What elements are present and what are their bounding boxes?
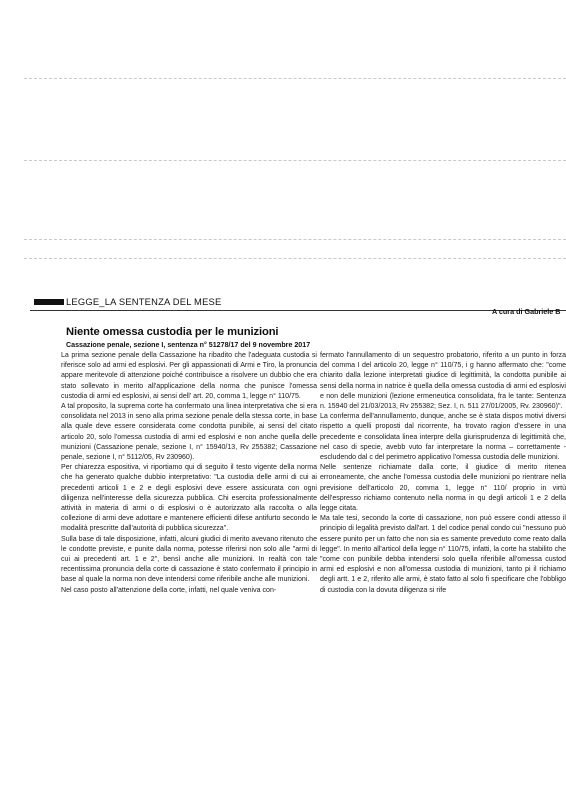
article-column-right — [320, 351, 566, 596]
section-header — [30, 296, 566, 311]
scan-dashed-line — [24, 78, 566, 79]
section-title: LEGGE_LA SENTENZA DEL MESE — [66, 296, 222, 307]
paragraph: Ma tale tesi, secondo la corte di cassazione, non può essere condi attesso il principio di legalità previsto dall'art. 1 del codice penal condo cui "nessuno può essere punito per un fatto che non sia es samente preveduto come reato dalla legge". In merito all'articol della legge n° 110/75, infatti, la corte ha stabilito che "come con punibile debba intendersi solo quella riferibile all'omessa custod armi ed esplosivi e non all'omessa custodia di munizioni, tanto pi il richiamo degli artt. 1 e 2, riferito alle armi, è stato fatto al solo fi specificare che l'obbligo di custodia con la dovuta diligenza si rife — [320, 515, 566, 594]
paragraph: La conferma dell'annullamento, dunque, anche se è stata dispos motivi diversi rispetto a quelli proposti dal ricorrente, ha trovato ragion d'essere in una precedente e consolidata linea interpre della giurisprudenza di legittimità che, nel caso di specie, avebb vuto far interpretare la norma – correttamente - escludendo dal c del perimetro applicativo l'omessa custodia delle munizioni. — [320, 413, 566, 462]
paragraph: fermato l'annullamento di un sequestro probatorio, riferito a un punto in forza del comma I del articolo 20, legge n° 110/75, i g hanno affermato che: "come chiarito dalla lezione interpretati giudice di legittimità, la condotta punibile ai sensi della norma in natrice è quella della omessa custodia di armi ed esplosivi e non delle munizioni (lezione ermeneutica consolidata, fra le tante: Sentenza n. 15940 del 21/03/2013, Rv 255382; Sez. I, n. 511 27/01/2005, Rv. 230960)". — [320, 352, 566, 411]
paragraph: Per chiarezza espositiva, vi riportiamo qui di seguito il testo vigente della norma che ha generato qualche dubbio interpretativo: "La custodia delle armi di cui ai precedenti articoli 1 e 2 e degli esplosivi deve essere assicurata con ogni diligenza nell'interesse della sicurezza pubblica. Chi esercita professionalmente attività in materia di armi o di esplosivi o è autorizzato alla raccolta o alla collezione di armi deve adottare e mantenere efficienti difese antifurto secondo le modalità prescritte dall'autorità di pubblica sicurezza". — [61, 464, 317, 533]
scan-dashed-line — [24, 239, 566, 240]
curator-byline: A cura di Gabriele B — [492, 307, 561, 316]
article-subtitle: Cassazione penale, sezione I, sentenza n° 51278/17 del 9 novembre 2017 — [66, 341, 311, 349]
article-column-left — [61, 351, 317, 596]
article-title: Niente omessa custodia per le munizioni — [66, 326, 279, 338]
paragraph: Nelle sentenze richiamate dalla corte, il giudice di merito ritenea erroneamente, che anche l'omessa custodia delle munizioni po rientrare nella previsione dell'articolo 20, comma 1, legge n° 110/ proprio in virtù dell'espresso richiamo contenuto nella norma in qu degli articoli 1 e 2 della legge citata. — [320, 464, 566, 513]
paragraph: A tal proposito, la suprema corte ha confermato una linea interpretativa che si era consolidata nel 2013 in seno alla prima sezione penale della stessa corte, in base alla quale deve essere considerata come condotta punibile, ai sensi del citato articolo 20, solo l'omessa custodia di armi ed esplosivi e non anche quella delle munizioni (Cassazione penale, sezione I, n° 15940/13, Rv 255382; Cassazione penale, sezione I, n° 5112/05, Rv 230960). — [61, 403, 317, 462]
section-marker-bar — [34, 299, 64, 305]
paragraph: La prima sezione penale della Cassazione ha ribadito che l'adeguata custodia si riferisce solo ad armi ed esplosivi. Per gli appassionati di Armi e Tiro, la pronuncia appare meritevole di attenzione poiché contribuisce a risolvere un dubbio che era stato sollevato in merito all'applicazione della norma che punisce l'omessa custodia di armi ed esplosivi, ai sensi dell' art. 20, comma 1, legge n° 110/75. — [61, 352, 317, 400]
scan-dashed-line — [24, 160, 566, 161]
paragraph: Nel caso posto all'attenzione della corte, infatti, nel quale veniva con- — [61, 586, 277, 594]
scan-dashed-line — [24, 258, 566, 259]
paragraph: Sulla base di tale disposizione, infatti, alcuni giudici di merito avevano ritenuto che le condotte previste, e punite dalla norma, potesse riferirsi non solo alle "armi di cui ai precedenti art. 1 e 2", bensì anche alle munizioni. In realtà con tale recentissima pronuncia della corte di cassazione è stato confermato il principio in base al quale la norma non deve intendersi come riferibile anche alle munizioni. — [61, 535, 317, 584]
